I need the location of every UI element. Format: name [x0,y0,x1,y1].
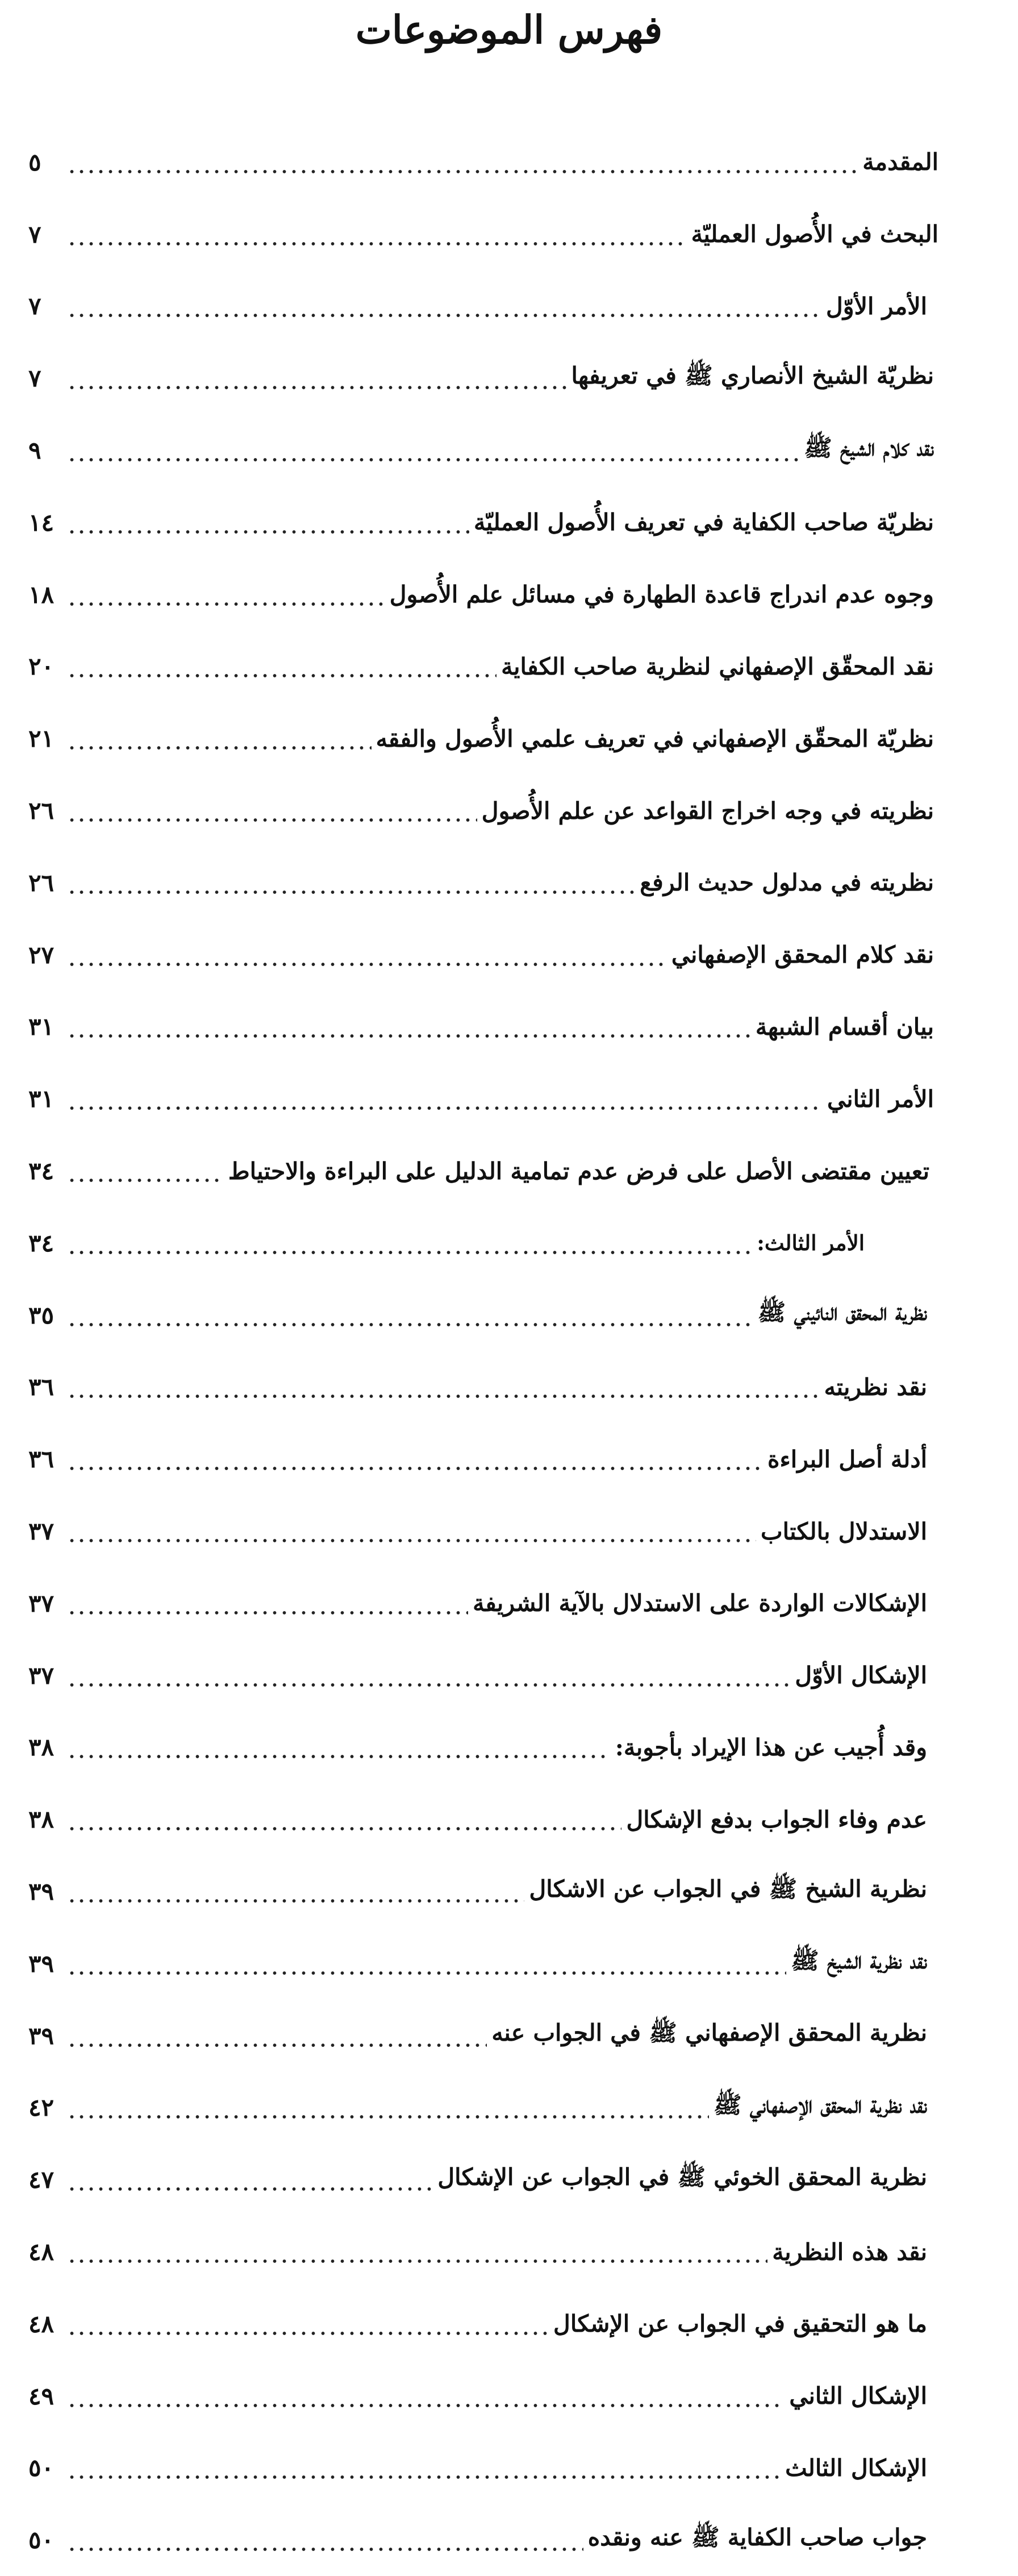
toc-page-number: ٥ [28,148,41,176]
toc-entry-title: المقدمة [862,148,938,176]
toc-entry [0,2360,1018,2432]
toc-entry [0,919,1018,991]
toc-entry-title: بيان أقسام الشبهة [755,1013,934,1041]
dot-leader [67,1032,751,1040]
toc-page-number: ٣٦ [28,1445,55,1474]
toc-page-number: ٤٢ [28,2094,55,2122]
toc-entry [0,991,1018,1063]
dot-leader [67,1897,524,1905]
toc-entry [0,1351,1018,1424]
toc-entry [0,1063,1018,1135]
dot-leader [67,960,667,968]
dot-leader [67,1969,786,1977]
dot-leader [67,1464,763,1472]
dot-leader [67,2113,709,2121]
dot-leader [67,1753,611,1761]
dot-leader [67,168,858,176]
dot-leader [67,1321,753,1329]
toc-entry-title: الأمر الثالث: [757,1230,865,1256]
toc-entry-title: نقد هذه النظرية [772,2238,927,2266]
toc-entry-title: الإشكال الأوّل [795,1662,927,1689]
dot-leader [67,2041,487,2049]
toc-entry-title: نظرية المحقق النائيني ﷺ [757,1299,927,1326]
dot-leader [67,1392,820,1400]
toc-page-number: ٥٠ [28,2454,55,2482]
toc-entry-title: البحث في الأُصول العمليّة [691,220,938,248]
toc-entry-title: عدم وفاء الجواب بدفع الإشكال [626,1805,927,1833]
dot-leader [67,888,635,896]
toc-entry-title: الإشكالات الواردة على الاستدلال بالآية الشريفة [473,1589,927,1617]
toc-page-number: ٩ [28,436,41,465]
toc-entry-title: نقد المحقّق الإصفهاني لنظرية صاحب الكفاية [501,652,934,680]
dot-leader [67,1609,468,1617]
toc-entry [0,1712,1018,1784]
toc-entry [0,126,1018,198]
toc-entry [0,1207,1018,1279]
toc-page-number: ٧ [28,364,41,393]
toc-entry [0,2432,1018,2504]
toc-page-number: ٣٨ [28,1805,55,1834]
toc-entry-title: نظرية الشيخ ﷺ في الجواب عن الاشكال [529,1875,927,1903]
dot-leader [67,1537,756,1545]
dot-leader [67,672,497,680]
toc-entry [0,631,1018,703]
toc-entry-title: نظرية المحقق الإصفهاني ﷺ في الجواب عنه [491,2019,927,2047]
dot-leader [67,1681,790,1689]
toc-entry-title: نقد كلام المحقق الإصفهاني [671,941,934,969]
toc-entry [0,559,1018,631]
toc-page-number: ٢٦ [28,797,55,825]
toc-page-number: ٧ [28,220,41,248]
toc-page-number: ٣٤ [28,1157,55,1185]
toc-entry-title: تعيين مقتضى الأصل على فرض عدم تمامية الدليل على البراءة والاحتياط [228,1157,929,1185]
dot-leader [67,2473,781,2481]
toc-page-number: ٣٩ [28,1949,55,1978]
dot-leader [67,1825,621,1833]
toc-entry-title: الإشكال الثالث [785,2454,927,2482]
toc-entry-title: نقد نظرية المحقق الإصفهاني ﷺ [713,2091,927,2119]
toc-page-number: ٧ [28,292,41,321]
toc-entry [0,775,1018,847]
toc-entry [0,2216,1018,2288]
toc-entry-title: الأمر الثاني [827,1085,934,1113]
dot-leader [67,384,566,392]
toc-entry [0,1783,1018,1855]
toc-page-number: ٣٦ [28,1373,55,1401]
toc-entry [0,1639,1018,1712]
dot-leader [67,311,821,319]
toc-entry-title: أدلة أصل البراءة [767,1445,927,1473]
toc-entry [0,270,1018,343]
dot-leader [67,2329,549,2337]
dot-leader [67,744,372,752]
dot-leader [67,528,469,536]
toc-entry-title: نقد كلام الشيخ ﷺ [804,434,934,461]
toc-page-number: ٣٧ [28,1589,55,1617]
toc-entry [0,2288,1018,2360]
toc-page-number: ٢٦ [28,868,55,897]
toc-page-number: ٣١ [28,1013,55,1041]
toc-page-number: ٣١ [28,1085,55,1113]
toc-page-number: ٣٤ [28,1229,55,1257]
toc-page-number: ١٨ [28,580,55,609]
toc-page-number: ٣٧ [28,1661,55,1689]
toc-page-number: ٢٧ [28,940,55,969]
toc-page-number: ٣٥ [28,1301,55,1329]
toc-entry [0,1855,1018,1928]
toc-entry [0,1567,1018,1639]
toc-page-number: ٣٨ [28,1733,55,1762]
toc-page-number: ٢٠ [28,652,55,681]
toc-page-number: ٢١ [28,725,55,753]
toc-page-number: ٤٨ [28,2309,55,2338]
dot-leader [67,1176,224,1184]
toc-entry [0,1423,1018,1495]
toc-entry-title: الإشكال الثاني [789,2382,927,2410]
toc-entry-title: نقد نظريته [824,1373,927,1401]
dot-leader [67,2185,433,2193]
toc-page-number: ٤٩ [28,2382,55,2410]
toc-entry-title: نظرية المحقق الخوئي ﷺ في الجواب عن الإشكال [437,2163,927,2191]
dot-leader [67,816,477,824]
toc-entry-title: نظريّة صاحب الكفاية في تعريف الأُصول العمليّة [473,509,934,536]
toc-entry [0,847,1018,919]
toc-entry-title: نظريّة المحقّق الإصفهاني في تعريف علمي الأُصول والفقه [376,725,934,752]
toc-entry-title: الأمر الأوّل [826,292,927,320]
dot-leader [67,1104,823,1112]
toc-entry-title: نظريته في وجه اخراج القواعد عن علم الأُصول [481,797,934,825]
dot-leader [67,2257,767,2265]
toc-page-number: ٥٠ [28,2526,55,2554]
toc-page-number: ١٤ [28,508,55,536]
toc-entry [0,1135,1018,1207]
toc-page-number: ٣٩ [28,1878,55,1906]
toc-entry-title: وقد أُجيب عن هذا الإيراد بأجوبة: [615,1733,927,1761]
toc-entry-title: نقد نظرية الشيخ ﷺ [791,1947,927,1975]
toc-entry [0,2072,1018,2144]
toc-entry-title: جواب صاحب الكفاية ﷺ عنه ونقده [587,2523,927,2551]
dot-leader [67,240,687,248]
toc-entry [0,2144,1018,2216]
dot-leader [67,1249,752,1256]
toc-entry [0,2000,1018,2072]
toc-page-number: ٤٧ [28,2166,55,2194]
toc-entry [0,414,1018,486]
page-title: فهرس الموضوعات [355,7,663,53]
toc-entry [0,1495,1018,1567]
toc-entry-title: ما هو التحقيق في الجواب عن الإشكال [553,2310,927,2338]
toc-entry-title: الاستدلال بالكتاب [761,1517,927,1545]
toc-entry [0,702,1018,775]
dot-leader [67,600,385,608]
toc-entry [0,198,1018,270]
toc-entry-title: نظريّة الشيخ الأنصاري ﷺ في تعريفها [571,361,934,389]
dot-leader [67,456,799,464]
toc-entry [0,486,1018,559]
toc-page-number: ٤٨ [28,2238,55,2266]
toc-entry-title: نظريته في مدلول حديث الرفع [640,869,934,897]
toc-entry [0,342,1018,414]
dot-leader [67,2545,583,2553]
toc-entry [0,2504,1018,2576]
toc-page-number: ٣٧ [28,1517,55,1546]
toc-entry-title: وجوه عدم اندراج قاعدة الطهارة في مسائل علم الأُصول [389,581,934,609]
toc-entry [0,1928,1018,2000]
dot-leader [67,2402,785,2409]
toc-page-number: ٣٩ [28,2021,55,2050]
table-of-contents [0,126,1018,2576]
toc-entry [0,1279,1018,1351]
